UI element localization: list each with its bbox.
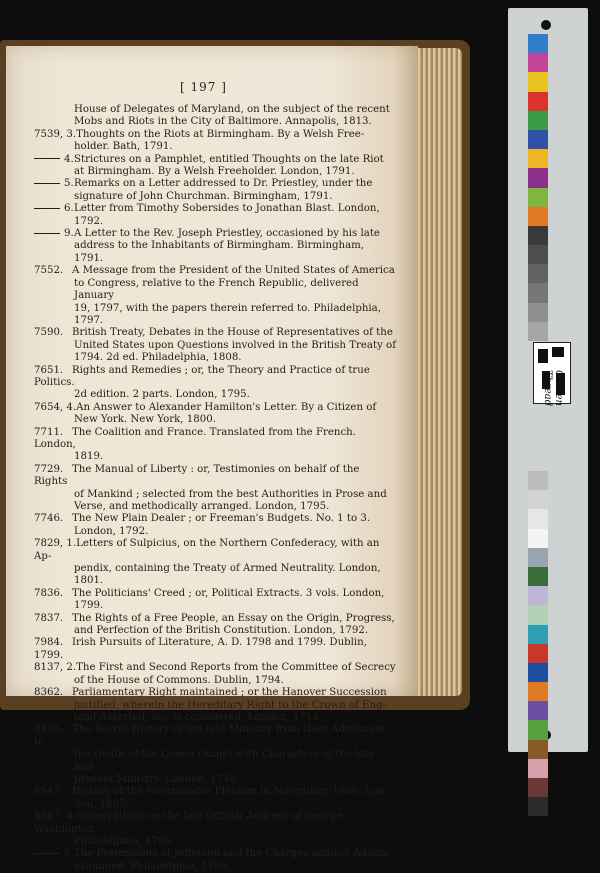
entry-first-line xyxy=(34,848,396,860)
entry-continuation: New York. New York, 1800. xyxy=(74,414,216,426)
color-chip xyxy=(528,283,548,302)
entry-number: 7590. xyxy=(34,327,64,339)
entry-text: Strictures on a Pamphlet, entitled Thoughts on the late Riot xyxy=(74,153,384,165)
strip-logo: Golden Thread xyxy=(542,370,564,407)
entry-continuation: 1799. xyxy=(74,600,104,612)
color-chip xyxy=(528,663,548,682)
catalog-entry xyxy=(34,588,396,613)
catalog-entry xyxy=(34,613,396,638)
entry-first-line xyxy=(34,427,396,452)
entry-continuation: Mobs and Riots in the City of Baltimore. Annapolis, 1813. xyxy=(74,116,372,128)
catalog-entry xyxy=(34,228,396,265)
entry-number: 4. xyxy=(64,153,74,165)
color-chip xyxy=(528,625,548,644)
color-chip xyxy=(528,471,548,490)
entry-text: A Letter to the Rev. Joseph Priestley, occasioned by his late xyxy=(74,228,380,240)
color-chip xyxy=(528,322,548,341)
catalog-entry xyxy=(34,178,396,203)
entry-continuation: pendix, containing the Treaty of Armed Neutrality. London, xyxy=(74,563,381,575)
entry-text: The New Plain Dealer ; or Freeman's Budgets. No. 1 to 3. xyxy=(72,513,371,525)
entry-continuation: and Perfection of the British Constitution. London, 1792. xyxy=(74,625,369,637)
entry-first-line xyxy=(34,786,396,798)
entry-continuation: holder. Bath, 1791. xyxy=(74,141,173,153)
color-chip xyxy=(528,245,548,264)
color-chip xyxy=(528,226,548,245)
entry-text: The Politicians' Creed ; or, Political Extracts. 3 vols. London, xyxy=(72,587,385,599)
color-chip xyxy=(528,34,548,53)
entry-text: An Answer to Alexander Hamilton's Letter. By a Citizen of xyxy=(76,401,377,413)
entry-number: 7552. xyxy=(34,265,64,277)
entry-continuation: Philadelphia, 1796. xyxy=(74,835,174,847)
entry-continuation: of the House of Commons. Dublin, 1794. xyxy=(74,674,284,686)
entry-continuation: signature of John Churchman. Birmingham, 1791. xyxy=(74,190,333,202)
entry-text: The First and Second Reports from the Committee of Secrecy xyxy=(76,662,396,674)
entry-text: Letters of Sulpicius, on the Northern Confederacy, with an Ap- xyxy=(34,538,380,562)
entry-text: Rights and Remedies ; or, the Theory and Practice of true Politics. xyxy=(34,364,370,388)
entry-number: 7984. xyxy=(34,637,64,649)
color-chip xyxy=(528,509,548,528)
entry-first-line xyxy=(34,538,396,563)
color-chip xyxy=(528,92,548,111)
catalog-entry xyxy=(34,154,396,179)
catalog-entries xyxy=(34,104,396,873)
color-chip xyxy=(528,303,548,322)
entry-first-line xyxy=(34,724,396,749)
entry-number: 7729. xyxy=(34,463,64,475)
entry-continuation: United States upon Questions involved in the British Treaty of xyxy=(74,339,396,351)
entry-number: 7837. xyxy=(34,612,64,624)
entry-number: 7654, 4. xyxy=(34,401,77,413)
entry-number: 7711. xyxy=(34,426,64,438)
color-chip xyxy=(528,740,548,759)
color-chip xyxy=(528,778,548,797)
entry-number: 8137, 2. xyxy=(34,662,77,674)
catalog-entry xyxy=(34,104,396,129)
color-chip xyxy=(528,701,548,720)
entry-number: 8362. xyxy=(34,687,64,699)
catalog-entry xyxy=(34,538,396,588)
entry-continuation: to Congress, relative to the French Republic, delivered January xyxy=(74,277,359,302)
entry-number: 7829, 1. xyxy=(34,538,77,550)
color-chip xyxy=(528,130,548,149)
entry-continuation: 19, 1797, with the papers therein referred to. Philadelphia, xyxy=(74,302,381,314)
entry-number: 8547. xyxy=(34,786,64,798)
entry-continuation: examined. Philadelphia, 1796. xyxy=(74,860,231,872)
catalog-entry xyxy=(34,724,396,786)
entry-continuation: 2d edition. 2 parts. London, 1795. xyxy=(74,389,250,401)
entry-text: Remarks on a Letter addressed to Dr. Priestley, under the xyxy=(74,178,373,190)
entry-first-line xyxy=(34,811,396,836)
color-chip xyxy=(528,586,548,605)
entry-first-line xyxy=(34,178,396,190)
entry-text: The Pretensions of Jefferson and the Charges against Adams xyxy=(74,848,388,860)
catalog-entry xyxy=(34,848,396,873)
strip-hole-top xyxy=(541,20,551,30)
entry-text: Thoughts on the Riots at Birmingham. By a Welsh Free- xyxy=(76,128,365,140)
entry-text: The Manual of Liberty : or, Testimonies on behalf of the Rights xyxy=(34,463,360,488)
entry-text: House of Delegates of Maryland, on the subject of the recent xyxy=(74,104,390,115)
catalog-entry xyxy=(34,662,396,687)
catalog-entry xyxy=(34,203,396,228)
entry-continuation: at Birmingham. By a Welsh Freeholder. London, 1791. xyxy=(74,166,355,178)
entry-first-line xyxy=(34,687,396,699)
entry-first-line xyxy=(34,265,396,277)
entry-number: 6. xyxy=(64,203,74,215)
ditto-dash xyxy=(34,233,60,234)
ditto-dash xyxy=(34,853,60,854)
entry-continuation: the Death of the Queen (Anne) with Characters of the late and xyxy=(74,749,375,773)
catalog-entry xyxy=(34,327,396,364)
entry-first-line xyxy=(34,464,396,489)
entry-first-line xyxy=(34,637,396,662)
entry-number: 7651. xyxy=(34,364,64,376)
entry-number: 5. xyxy=(64,178,74,190)
catalog-entry xyxy=(34,365,396,402)
entry-text: The Secret History of the late Ministry from their Admission to xyxy=(34,724,385,748)
entry-text: British Treaty, Debates in the House of Representatives of the xyxy=(72,327,393,339)
entry-text: Observations on the late Official Address of George Washington. xyxy=(34,811,343,835)
entry-first-line xyxy=(34,327,396,339)
entry-number: 7539, 3. xyxy=(34,128,77,140)
color-chip xyxy=(528,264,548,283)
color-chip xyxy=(528,759,548,778)
catalog-entry xyxy=(34,786,396,811)
catalog-entry xyxy=(34,265,396,327)
entry-number: 7746. xyxy=(34,513,64,525)
entry-text: A Message from the President of the United States of America xyxy=(72,265,395,277)
entry-number: 8495. xyxy=(34,724,64,736)
entry-number: 9. xyxy=(64,228,74,240)
catalog-entry xyxy=(34,427,396,464)
entry-continuation: London, 1792. xyxy=(74,525,149,537)
entry-continuation: 1801. xyxy=(74,575,104,587)
entry-first-line xyxy=(34,588,396,600)
catalog-entry xyxy=(34,513,396,538)
color-chip xyxy=(528,111,548,130)
entry-continuation: 1819. xyxy=(74,451,104,463)
catalog-entry xyxy=(34,687,396,724)
entry-first-line xyxy=(34,104,396,116)
entry-first-line xyxy=(34,228,396,240)
entry-continuation: of Mankind ; selected from the best Authorities in Prose and xyxy=(74,488,387,500)
catalog-entry xyxy=(34,811,396,848)
catalog-entry xyxy=(34,402,396,427)
color-chip xyxy=(528,168,548,187)
entry-first-line xyxy=(34,129,396,141)
page-edges xyxy=(418,48,462,696)
entry-first-line xyxy=(34,513,396,525)
catalog-entry xyxy=(34,129,396,154)
entry-text: History of the Westminster Election in November, 1806. Lon- xyxy=(72,786,388,798)
ditto-dash xyxy=(34,158,60,159)
color-chip xyxy=(528,605,548,624)
entry-first-line xyxy=(34,154,396,166)
color-chips xyxy=(528,34,548,816)
entry-text: Parliamentary Right maintained ; or the Hanover Succession xyxy=(72,687,387,699)
entry-first-line xyxy=(34,203,396,215)
color-chip xyxy=(528,529,548,548)
catalog-entry xyxy=(34,464,396,514)
color-chip xyxy=(528,644,548,663)
color-chip xyxy=(528,548,548,567)
entry-continuation: justified, wherein the Hereditary Right to the Crown of Eng- xyxy=(74,699,387,711)
catalog-entry xyxy=(34,637,396,662)
entry-first-line xyxy=(34,613,396,625)
entry-number: 5. xyxy=(64,848,74,860)
color-chip xyxy=(528,797,548,816)
entry-text: The Rights of a Free People, an Essay on the Origin, Progress, xyxy=(72,612,395,624)
color-chip xyxy=(528,720,548,739)
entry-continuation: don, 1807. xyxy=(74,798,129,810)
color-chip xyxy=(528,567,548,586)
entry-number: 8587, 4. xyxy=(34,811,77,823)
ditto-dash xyxy=(34,183,60,184)
color-chip xyxy=(528,682,548,701)
entry-continuation: Verse, and methodically arranged. London, 1795. xyxy=(74,501,330,512)
page-number: [ 197 ] xyxy=(180,80,227,94)
entry-number: 7836. xyxy=(34,587,64,599)
color-chip xyxy=(528,53,548,72)
entry-text: Letter from Timothy Sobersides to Jonathan Blast. London, xyxy=(74,203,380,215)
color-chip xyxy=(528,72,548,91)
entry-first-line xyxy=(34,365,396,390)
ditto-dash xyxy=(34,208,60,209)
color-chip xyxy=(528,149,548,168)
entry-first-line xyxy=(34,402,396,414)
entry-continuation: present Ministry. London, 1718. xyxy=(74,773,240,785)
entry-continuation: 1792. xyxy=(74,215,104,227)
entry-text: Irish Pursuits of Literature, A. D. 1798 and 1799. Dublin, 1799. xyxy=(34,637,367,661)
entry-continuation: land Asserted, &c. is considered. London, 1714. xyxy=(74,711,323,723)
entry-continuation: address to the Inhabitants of Birmingham. Birmingham, 1791. xyxy=(74,240,365,264)
entry-text: The Coalition and France. Translated from the French. London, xyxy=(34,426,356,450)
entry-continuation: 1797. xyxy=(74,314,104,326)
entry-continuation: 1794. 2d ed. Philadelphia, 1808. xyxy=(74,352,242,364)
entry-first-line xyxy=(34,662,396,674)
color-chip xyxy=(528,207,548,226)
color-chip xyxy=(528,490,548,509)
color-chip xyxy=(528,188,548,207)
